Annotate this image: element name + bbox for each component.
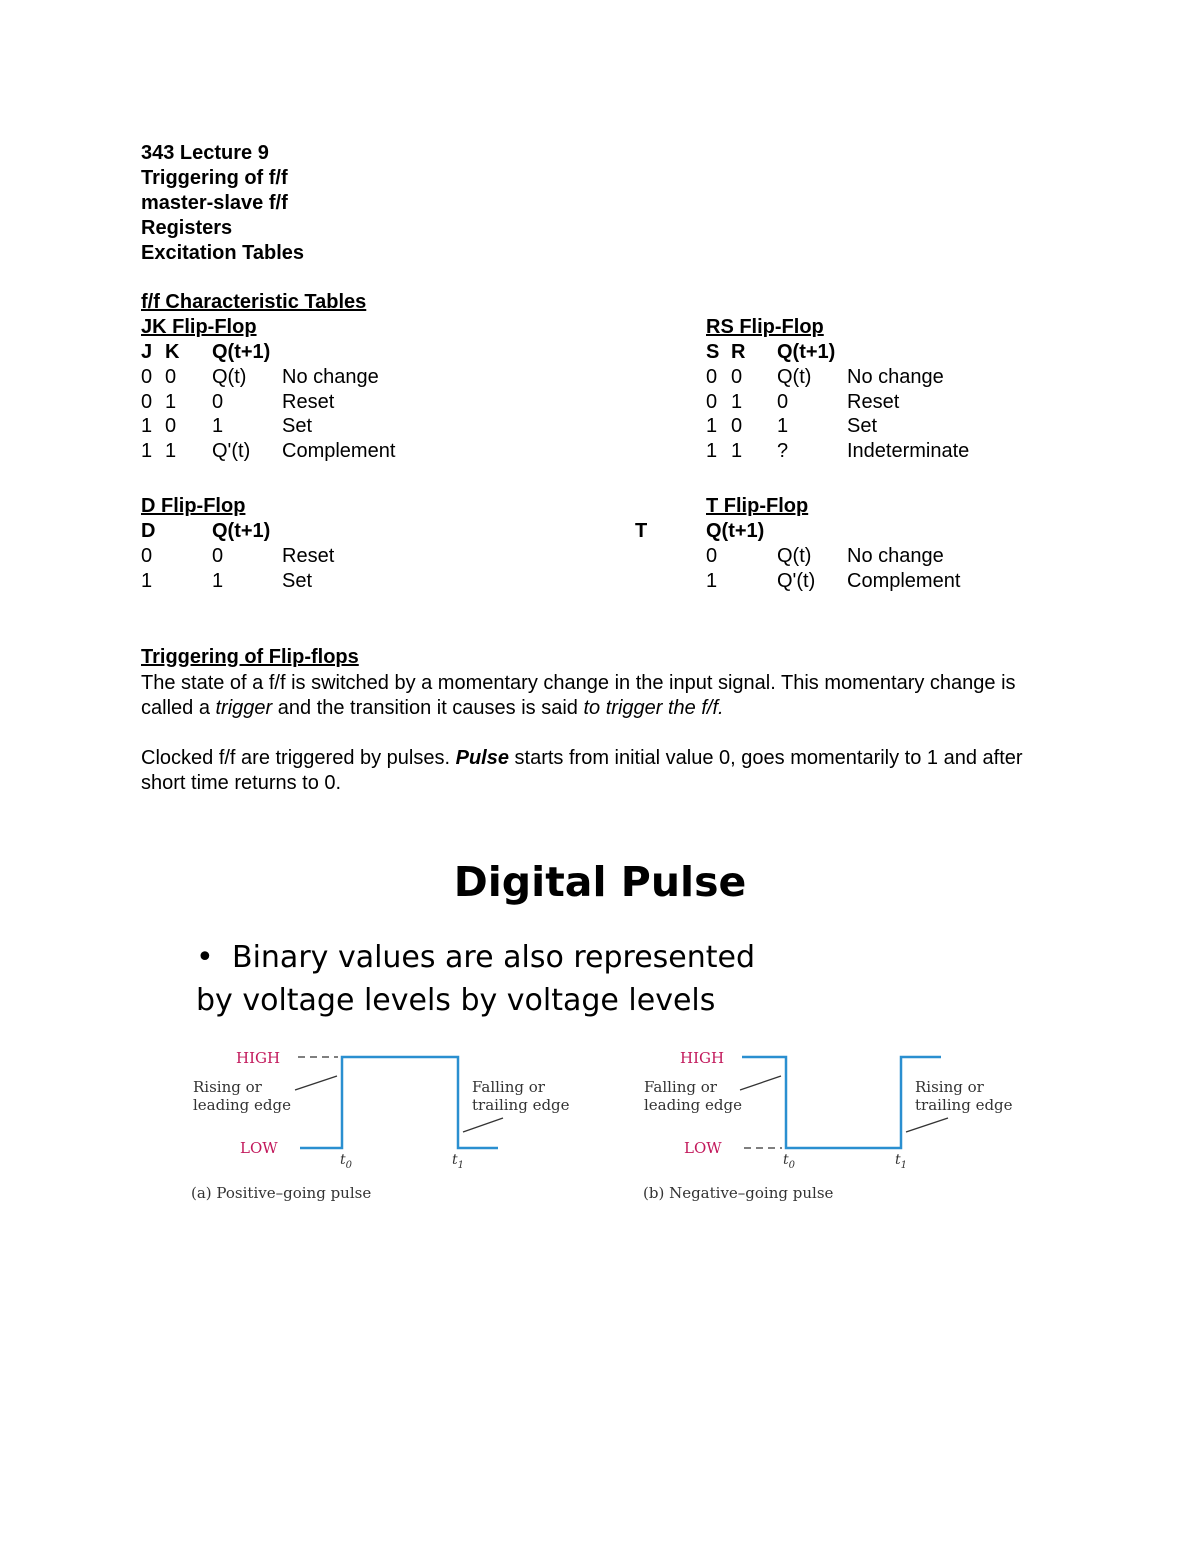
falling-note-2: leading edge	[644, 1096, 743, 1114]
triggering-paragraph-1: The state of a f/f is switched by a momentary change in the input signal. This momentary change is called a trigger and the transition it causes is said to trigger the f/f.	[141, 672, 1016, 719]
jk-cell: 0	[165, 415, 177, 437]
topic-triggering: Triggering of f/f	[141, 167, 288, 189]
jk-cell: 1	[212, 415, 224, 437]
jk-cell: Q'(t)	[212, 440, 251, 462]
jk-col-k: K	[165, 341, 180, 363]
positive-pulse-figure	[191, 1049, 570, 1202]
rising-note-1: Rising or	[193, 1078, 262, 1096]
jk-cell: 1	[141, 440, 153, 462]
negative-pulse-figure	[643, 1049, 1013, 1202]
rs-cell: 0	[731, 366, 743, 388]
d-cell: Set	[282, 570, 313, 592]
d-cell: 0	[212, 545, 224, 567]
jk-cell: 1	[141, 415, 153, 437]
t1-label: $t_1$	[895, 1152, 908, 1171]
low-label: LOW	[684, 1139, 722, 1157]
d-cell: 0	[141, 545, 153, 567]
falling-note-1: Falling or	[644, 1078, 717, 1096]
jk-cell: 0	[165, 366, 177, 388]
t0-label: $t_0$	[783, 1152, 796, 1171]
rs-cell: 1	[706, 440, 718, 462]
rs-cell: Set	[847, 415, 878, 437]
rs-cell: 1	[706, 415, 718, 437]
rs-cell: 0	[777, 391, 789, 413]
positive-pulse-waveform	[300, 1057, 498, 1148]
char-tables-heading: f/f Characteristic Tables	[141, 291, 367, 313]
jk-col-q: Q(t+1)	[212, 341, 271, 363]
bullet-marker: •	[196, 940, 214, 975]
rs-cell: 0	[731, 415, 743, 437]
d-col-d: D	[141, 520, 156, 542]
triggering-paragraph-2: Clocked f/f are triggered by pulses. Pulse starts from initial value 0, goes momentarily to 1 and after short time returns to 0.	[141, 747, 1023, 794]
t-cell: No change	[847, 545, 944, 567]
slide-title: Digital Pulse	[453, 858, 747, 906]
rs-col-r: R	[731, 341, 746, 363]
rs-cell: 0	[706, 366, 718, 388]
t-cell: Q(t)	[777, 545, 812, 567]
d-cell: 1	[212, 570, 224, 592]
t1-label: $t_1$	[452, 1152, 465, 1171]
d-cell: 1	[141, 570, 153, 592]
t-title: T Flip-Flop	[706, 495, 809, 517]
rising-note-2: trailing edge	[915, 1096, 1013, 1114]
rs-col-q: Q(t+1)	[777, 341, 836, 363]
jk-cell: 0	[141, 366, 153, 388]
d-col-q: Q(t+1)	[212, 520, 271, 542]
rs-col-s: S	[706, 341, 720, 363]
rs-cell: 1	[777, 415, 789, 437]
caption-a: (a) Positive–going pulse	[191, 1184, 372, 1202]
t0-label: $t_0$	[340, 1152, 353, 1171]
rs-cell: 1	[731, 440, 743, 462]
t-cell: 0	[706, 545, 718, 567]
rs-cell: 0	[706, 391, 718, 413]
rising-edge-arrow	[295, 1076, 337, 1090]
rs-cell: Q(t)	[777, 366, 812, 388]
jk-cell: Complement	[282, 440, 396, 462]
slide-bullet: • Binary values are also represented by voltage levels by voltage levels	[196, 936, 956, 1022]
jk-cell: No change	[282, 366, 379, 388]
jk-cell: 1	[165, 440, 177, 462]
high-label: HIGH	[236, 1049, 281, 1067]
jk-cell: Set	[282, 415, 313, 437]
jk-cell: Reset	[282, 391, 335, 413]
t-col-q: Q(t+1)	[706, 520, 765, 542]
jk-cell: 0	[141, 391, 153, 413]
falling-edge-arrow	[740, 1076, 781, 1090]
jk-cell: 0	[212, 391, 224, 413]
jk-cell: Q(t)	[212, 366, 247, 388]
d-title: D Flip-Flop	[141, 495, 246, 517]
rs-cell: 1	[731, 391, 743, 413]
high-label: HIGH	[680, 1049, 725, 1067]
rising-edge-arrow	[906, 1118, 948, 1132]
topic-master-slave: master-slave f/f	[141, 192, 288, 214]
low-label: LOW	[240, 1139, 278, 1157]
falling-note-2: trailing edge	[472, 1096, 570, 1114]
jk-title: JK Flip-Flop	[141, 316, 257, 338]
rs-title: RS Flip-Flop	[706, 316, 824, 338]
rs-cell: ?	[777, 440, 789, 462]
t-cell: Complement	[847, 570, 961, 592]
t-col-t: T	[635, 520, 648, 542]
rs-cell: No change	[847, 366, 944, 388]
falling-edge-arrow	[463, 1118, 503, 1132]
rs-cell: Indeterminate	[847, 440, 970, 462]
jk-cell: 1	[165, 391, 177, 413]
rising-note-2: leading edge	[193, 1096, 292, 1114]
caption-b: (b) Negative–going pulse	[643, 1184, 834, 1202]
falling-note-1: Falling or	[472, 1078, 545, 1096]
topic-registers: Registers	[141, 217, 233, 239]
jk-col-j: J	[141, 341, 153, 363]
topic-excitation: Excitation Tables	[141, 242, 305, 264]
rs-cell: Reset	[847, 391, 900, 413]
rising-note-1: Rising or	[915, 1078, 984, 1096]
t-cell: Q'(t)	[777, 570, 816, 592]
d-cell: Reset	[282, 545, 335, 567]
triggering-heading: Triggering of Flip-flops	[141, 646, 359, 668]
t-cell: 1	[706, 570, 718, 592]
negative-pulse-waveform	[742, 1057, 941, 1148]
lecture-title: 343 Lecture 9	[141, 142, 269, 164]
